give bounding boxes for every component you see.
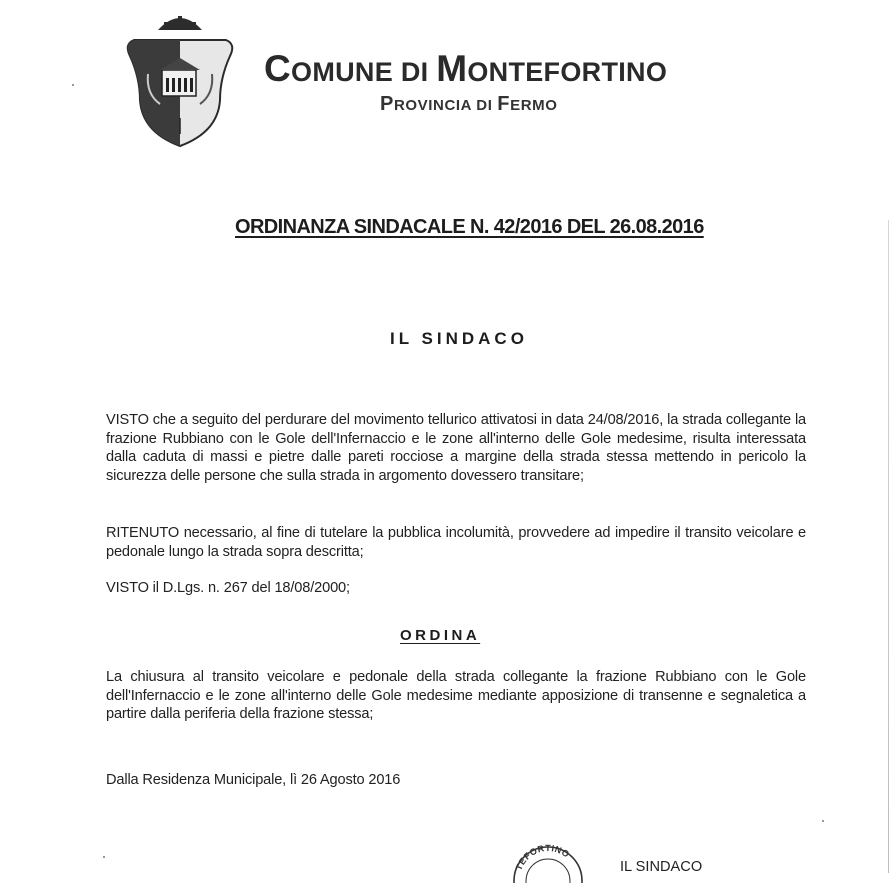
ordinance-title: ORDINANZA SINDACALE N. 42/2016 DEL 26.08.2016: [235, 216, 704, 238]
subtitle-initial: F: [497, 93, 511, 115]
paragraph-ritenuto: RITENUTO necessario, al fine di tutelare la pubblica incolumità, provvedere ad impedire il transito veicolare e pedonale lungo la strada sopra descritta;: [106, 525, 806, 560]
subtitle-part: ERMO: [510, 97, 558, 114]
title-initial: M: [436, 48, 468, 89]
scan-speck: [822, 820, 824, 822]
paragraph-residenza: Dalla Residenza Municipale, lì 26 Agosto 2016: [106, 772, 401, 788]
title-initial: C: [264, 48, 292, 89]
heading-il-sindaco: IL SINDACO: [390, 329, 528, 348]
paragraph-visto-2: VISTO il D.Lgs. n. 267 del 18/08/2000;: [106, 580, 350, 596]
paragraph-visto-1: VISTO che a seguito del perdurare del movimento tellurico attivatosi in data 24/08/2016, la strada collegante la frazione Rubbiano con le Gole dell'Infernaccio e le zone all'interno delle Gole medesime, risulta interessata dalla caduta di massi e pietre dalle pareti rocciose a margine della strada stessa mettendo in pericolo la sicurezza delle persone che sulla strada in argomento dovessero transitare;: [106, 412, 806, 484]
scan-edge-line: [888, 220, 889, 873]
paragraph-chiusura: La chiusura al transito veicolare e pedonale della strada collegante la frazione Rubbiano con le Gole dell'Infernaccio e le zone all'interno delle Gole medesime mediante apposizione di transenne e segnaletica a partire dalla periferia della frazione stessa;: [106, 669, 806, 722]
svg-text:TEFORTINO: [514, 843, 572, 872]
stamp-text: TEFORTINO: [513, 843, 572, 872]
municipal-crest-logo: [120, 8, 240, 148]
title-part: OMUNE DI: [291, 57, 437, 87]
province-subtitle: [380, 93, 558, 116]
title-part: ONTEFORTINO: [467, 57, 668, 87]
municipal-stamp: [510, 843, 586, 883]
heading-ordina: ORDINA: [400, 627, 481, 644]
scan-speck: [72, 84, 74, 86]
subtitle-part: ROVINCIA DI: [393, 97, 498, 114]
municipality-title: [264, 48, 667, 90]
signature-label: IL SINDACO: [620, 859, 703, 875]
subtitle-initial: P: [380, 93, 394, 115]
scan-speck: [103, 856, 105, 858]
